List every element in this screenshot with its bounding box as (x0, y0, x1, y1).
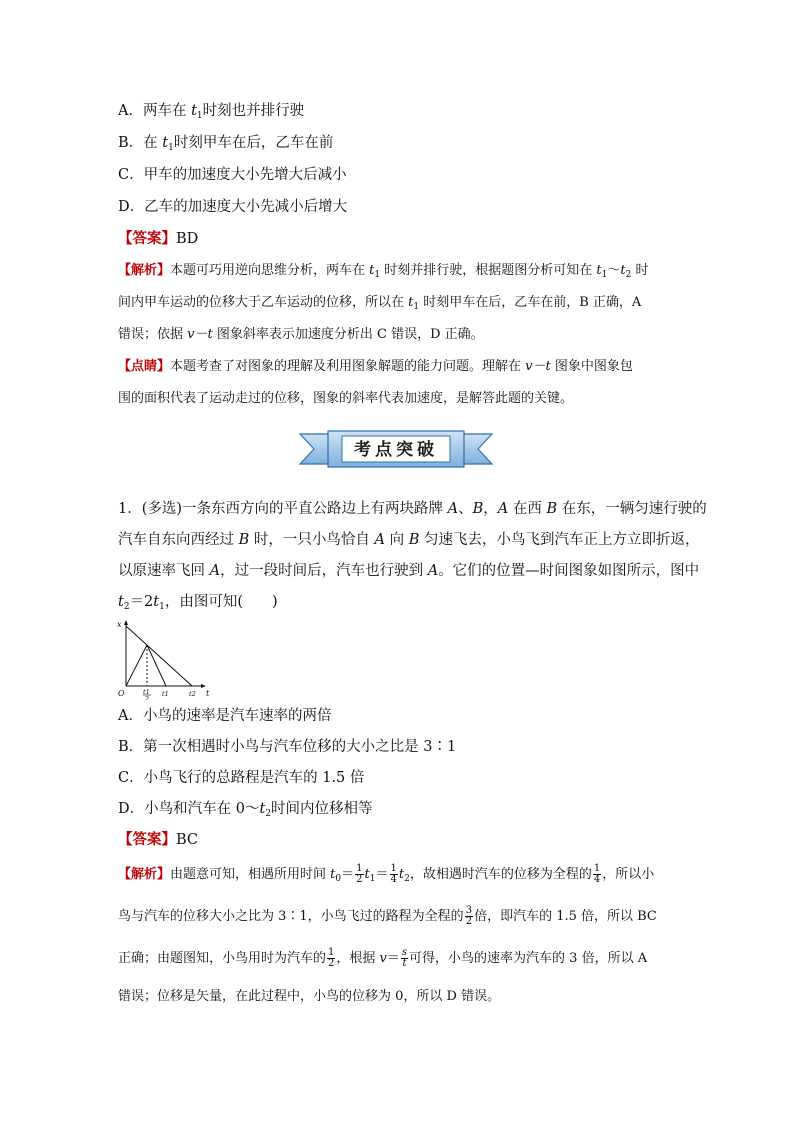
tick-t1-label: t1 (162, 690, 169, 698)
question1-line-2: 汽车自东向西经过 B 时，一只小鸟恰自 A 向 B 匀速飞去，小鸟飞到汽车正上方立即折返， (118, 532, 700, 548)
prev-answer: 【答案】BD (118, 230, 199, 247)
question1-answer: 【答案】BC (118, 831, 199, 848)
question1-line-4: $t_2=2t_1$，由图可知( ) (118, 594, 278, 612)
section-banner (298, 428, 494, 470)
prev-option-b: B．在 $t_1$时刻甲车在后，乙车在前 (118, 135, 334, 153)
fraction-s-over-t: $\frac{s}{t}$ (401, 947, 408, 969)
prev-option-c: C．甲车的加速度大小先增大后减小 (118, 167, 347, 183)
fraction-quarter-2: $\frac{1}{4}$ (593, 863, 601, 885)
y-axis-label: x (117, 620, 122, 629)
question1-option-a: A．小鸟的速率是汽车速率的两倍 (118, 708, 332, 724)
prev-option-a: A．两车在 $t_1$时刻也并排行驶 (118, 103, 305, 121)
analysis1-line-4: 错误；位移是矢量，在此过程中，小鸟的位移为 0，所以 D 错误。 (118, 989, 501, 1004)
bird-back-line (147, 645, 166, 686)
x-axis-label: t (206, 689, 210, 698)
tick-half-numerator: t1 (143, 688, 150, 696)
analysis1-line-1: 【解析】由题意可知，相遇所用时间 $t_0=$ $\frac{1}{2}$ $t_1=$ $\frac{1}{4}$ $t_2$，故相遇时汽车的位移为全程的 $\frac{1}{4}$ ，所以小 (118, 863, 655, 885)
analysis1-line-3: 正确；由题图知，小鸟用时为汽车的 $\frac{1}{2}$ ，根据 v＝ $\frac{s}{t}$ 可得，小鸟的速率为汽车的 3 倍，所以 A (118, 947, 648, 969)
position-time-graph (116, 618, 212, 700)
tick-half-denominator: 2 (145, 695, 150, 700)
fraction-half-2: $\frac{1}{2}$ (328, 947, 335, 969)
prev-point-line-1: 【点睛】本题考查了对图象的理解及利用图象解题的能力问题。理解在 v－t 图象中图象包 (118, 359, 633, 374)
banner-ribbon-graphic (298, 428, 494, 470)
prev-analysis-line-2: 间内甲车运动的位移大于乙车运动的位移，所以在 $t_1$ 时刻甲车在后，乙车在前，B 正确，A (118, 295, 642, 312)
question1-line-3: 以原速率飞回 A，过一段时间后，汽车也行驶到 A。它们的位置—时间图象如图所示，图中 (118, 563, 700, 579)
car-line (126, 626, 192, 686)
analysis1-line-2: 鸟与汽车的位移大小之比为 3∶1，小鸟飞过的路程为全程的 $\frac{3}{2}$ 倍，即汽车的 1.5 倍，所以 BC (118, 905, 657, 927)
y-axis-arrow (124, 620, 128, 625)
question1-line-1: 1．(多选)一条东西方向的平直公路边上有两块路牌 A、B，A 在西 B 在东，一辆匀速行驶的 (118, 501, 707, 517)
fraction-three-halves: $\frac{3}{2}$ (465, 905, 473, 927)
origin-label: O (118, 689, 125, 698)
prev-point-line-2: 围的面积代表了运动走过的位移，图象的斜率代表加速度，是解答此题的关键。 (118, 391, 574, 406)
question1-option-d: D．小鸟和汽车在 $0\sim t_2$时间内位移相等 (118, 801, 373, 819)
x-axis-arrow (201, 684, 206, 688)
question1-option-c: C．小鸟飞行的总路程是汽车的 1.5 倍 (118, 770, 365, 786)
question1-option-b: B．第一次相遇时小鸟与汽车位移的大小之比是 3∶1 (118, 739, 457, 755)
fraction-quarter: $\frac{1}{4}$ (390, 863, 397, 885)
prev-option-d: D．乙车的加速度大小先减小后增大 (118, 199, 348, 215)
tick-t2-label: t2 (189, 690, 196, 698)
banner-title: 考点突破 (354, 440, 438, 460)
prev-analysis-line-1: 【解析】本题可巧用逆向思维分析，两车在 $t_1$ 时刻并排行驶，根据题图分析可知在 $t_1\sim t_2$ 时 (118, 263, 649, 280)
prev-analysis-line-3: 错误；依据 v－t 图象斜率表示加速度分析出 C 错误，D 正确。 (118, 327, 484, 342)
fraction-half: $\frac{1}{2}$ (356, 863, 363, 885)
bird-out-line (126, 645, 147, 686)
